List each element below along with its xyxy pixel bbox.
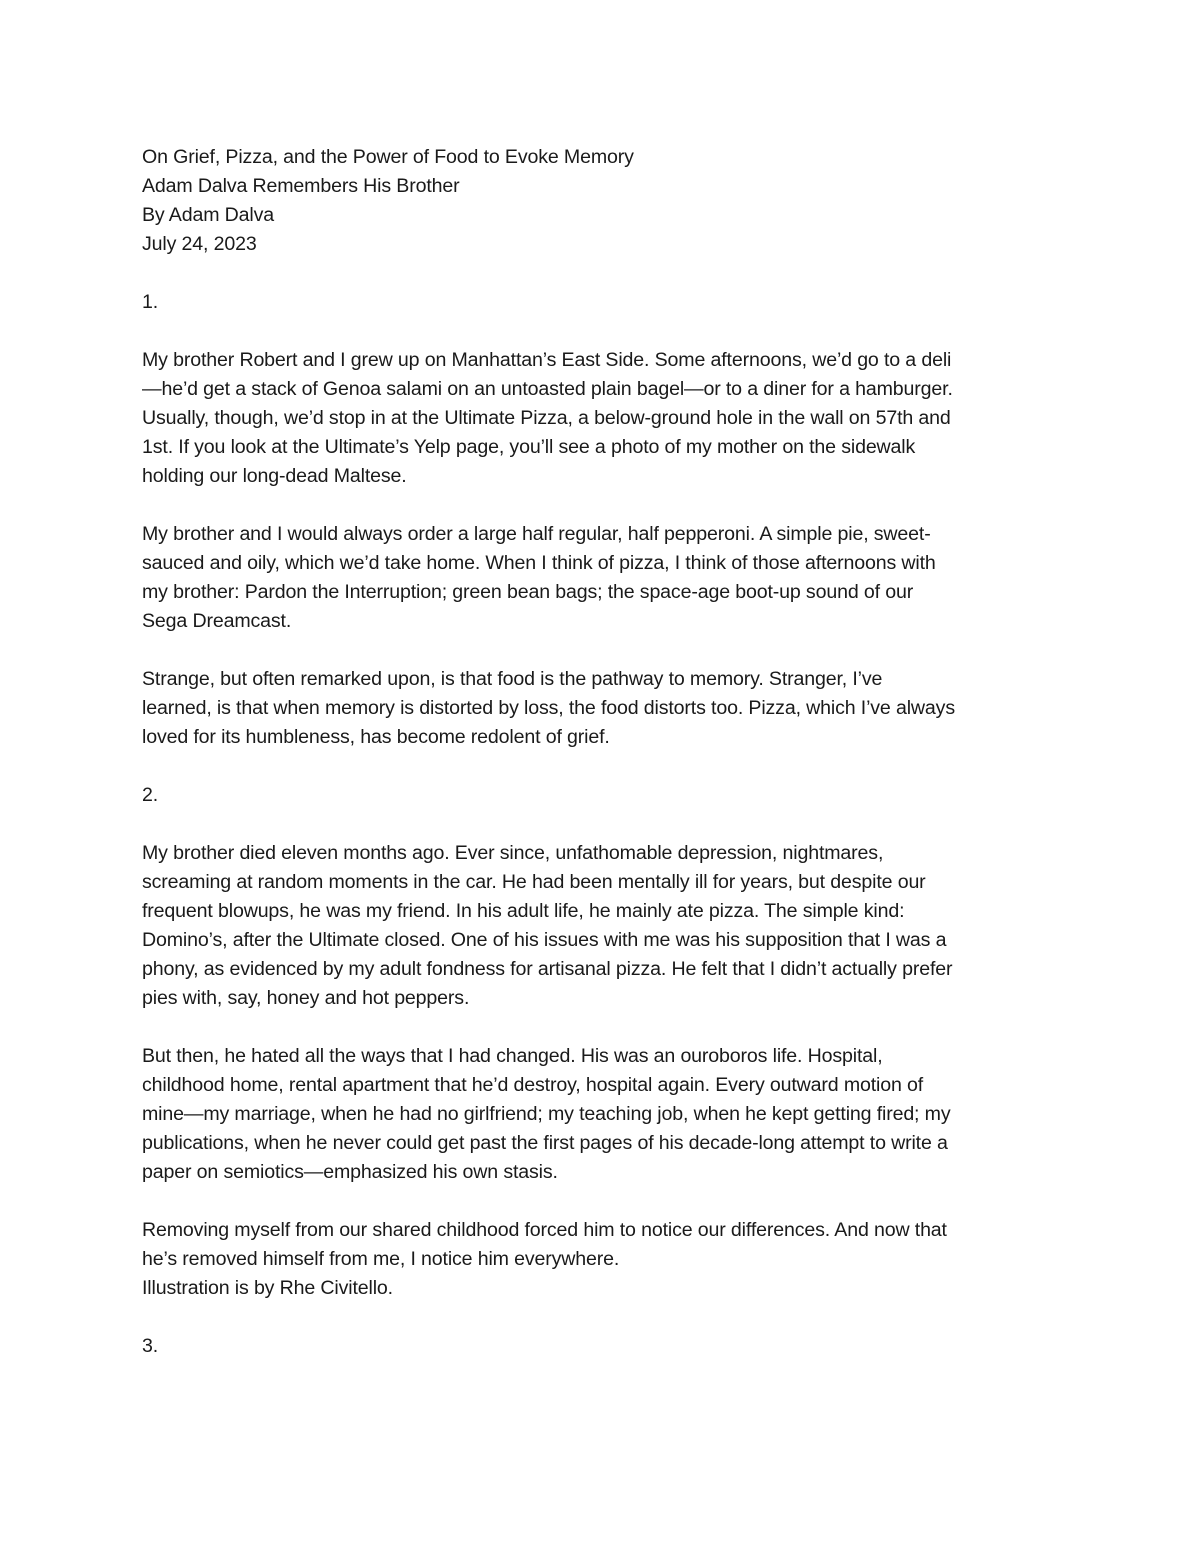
illustration-caption: Illustration is by Rhe Civitello. [142,1277,393,1299]
document-header [142,143,1072,259]
paragraph-line: —he’d get a stack of Genoa salami on an untoasted plain bagel—or to a diner for a hamburger. [142,378,953,400]
paragraph-line: Strange, but often remarked upon, is that food is the pathway to memory. Stranger, I’ve [142,668,883,690]
document-date: July 24, 2023 [142,233,257,255]
paragraph-line: My brother and I would always order a large half regular, half pepperoni. A simple pie, sweet- [142,523,931,545]
paragraph-line: he’s removed himself from me, I notice him everywhere. [142,1248,620,1270]
paragraph-line: pies with, say, honey and hot peppers. [142,987,470,1009]
paragraph [142,1216,1072,1303]
paragraph [142,839,1072,1013]
paragraph [142,520,1072,636]
paragraph-line: My brother Robert and I grew up on Manhattan’s East Side. Some afternoons, we’d go to a deli [142,349,952,371]
paragraph-line: Usually, though, we’d stop in at the Ultimate Pizza, a below-ground hole in the wall on 57th and [142,407,951,429]
paragraph-line: frequent blowups, he was my friend. In his adult life, he mainly ate pizza. The simple kind: [142,900,905,922]
paragraph-line: Removing myself from our shared childhood forced him to notice our differences. And now that [142,1219,947,1241]
paragraph-line: paper on semiotics—emphasized his own stasis. [142,1161,558,1183]
paragraph-line: loved for its humbleness, has become redolent of grief. [142,726,610,748]
paragraph-line: But then, he hated all the ways that I had changed. His was an ouroboros life. Hospital, [142,1045,883,1067]
paragraph [142,1042,1072,1187]
paragraph-line: learned, is that when memory is distorted by loss, the food distorts too. Pizza, which I’ve always [142,697,955,719]
paragraph-line: sauced and oily, which we’d take home. When I think of pizza, I think of those afternoons with [142,552,936,574]
paragraph [142,665,1072,752]
paragraph-line: 1st. If you look at the Ultimate’s Yelp page, you’ll see a photo of my mother on the sidewalk [142,436,916,458]
paragraph-line: holding our long-dead Maltese. [142,465,407,487]
paragraph-line: my brother: Pardon the Interruption; green bean bags; the space-age boot-up sound of our [142,581,914,603]
paragraph-line: Sega Dreamcast. [142,610,292,632]
section-number: 2. [142,784,159,806]
paragraph-line: Domino’s, after the Ultimate closed. One of his issues with me was his supposition that I was a [142,929,947,951]
paragraph-line: phony, as evidenced by my adult fondness for artisanal pizza. He felt that I didn’t actually prefer [142,958,953,980]
section-number: 1. [142,291,159,313]
document-title: On Grief, Pizza, and the Power of Food to Evoke Memory [142,146,634,168]
paragraph-line: screaming at random moments in the car. He had been mentally ill for years, but despite our [142,871,926,893]
paragraph-line: publications, when he never could get past the first pages of his decade-long attempt to write a [142,1132,948,1154]
paragraph [142,346,1072,491]
section-number: 3. [142,1335,159,1357]
paragraph-line: childhood home, rental apartment that he’d destroy, hospital again. Every outward motion of [142,1074,924,1096]
paragraph-line: My brother died eleven months ago. Ever since, unfathomable depression, nightmares, [142,842,884,864]
document-content [142,143,1072,1390]
document-byline: By Adam Dalva [142,204,275,226]
document-subtitle: Adam Dalva Remembers His Brother [142,175,460,197]
paragraph-line: mine—my marriage, when he had no girlfriend; my teaching job, when he kept getting fired; my [142,1103,951,1125]
